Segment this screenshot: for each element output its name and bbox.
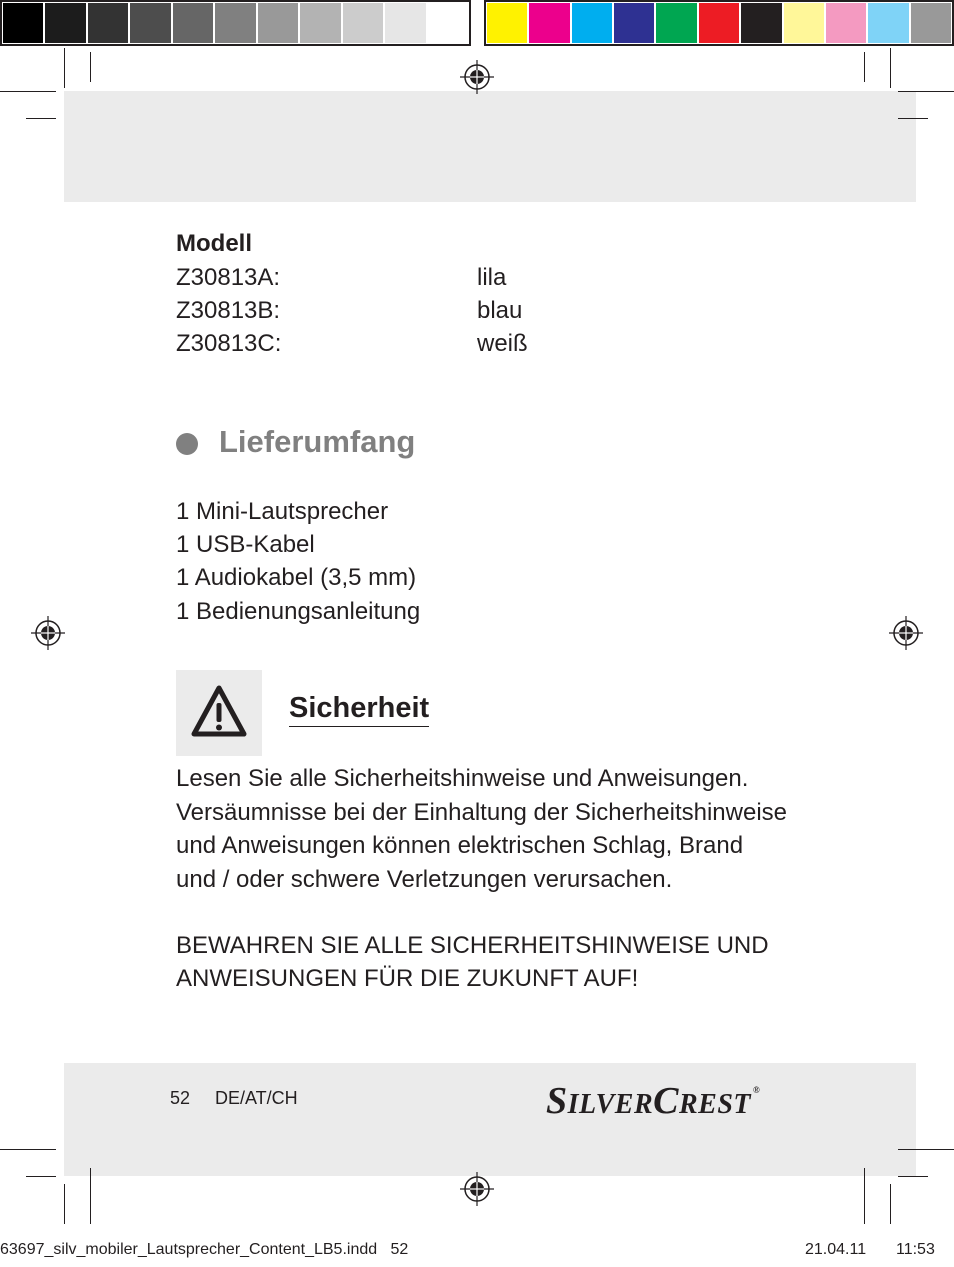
warning-box [176,670,262,756]
color-swatch [44,2,86,44]
warning-triangle-icon [176,670,262,756]
registration-mark-icon [460,1172,494,1206]
crop-mark [898,1176,928,1177]
registration-mark-icon [889,616,923,650]
color-swatch [299,2,341,44]
color-swatch [214,2,256,44]
crop-mark [90,52,91,82]
safety-title: Sicherheit [289,692,429,727]
crop-mark [864,52,865,82]
color-swatch [867,2,909,44]
process-color-bar [484,0,954,46]
color-swatch [486,2,528,44]
crop-mark [90,1168,91,1224]
safety-paragraph-line: und / oder schwere Verletzungen verursachen. [176,866,673,893]
crop-mark [898,1149,954,1150]
slug-filename: 63697_silv_mobiler_Lautsprecher_Content_LB5.indd 52 [0,1241,409,1258]
model-code: Z30813A: [176,264,281,291]
contents-title: Lieferumfang [219,424,416,459]
color-swatch [2,2,44,44]
registration-mark-icon [31,616,65,650]
color-swatch [740,2,782,44]
color-swatch [528,2,570,44]
contents-item: 1 Audiokabel (3,5 mm) [176,564,417,591]
page-number: 52 [170,1088,191,1108]
header-band [64,91,916,202]
crop-mark [890,1184,891,1224]
slug-time: 11:53 [896,1241,935,1258]
silvercrest-logo: SILVERCREST ® [546,1080,761,1122]
registration-mark-icon [460,60,494,94]
color-swatch [342,2,384,44]
color-swatch [910,2,952,44]
color-swatch [427,2,469,44]
region-label: DE/AT/CH [215,1088,298,1108]
model-color: weiß [477,330,528,357]
crop-mark [0,1149,56,1150]
model-color: blau [477,297,523,324]
safety-notice-line: ANWEISUNGEN FÜR DIE ZUKUNFT AUF! [176,965,639,992]
footer-band [64,1063,916,1176]
model-heading: Modell [176,230,252,257]
safety-notice-line: BEWAHREN SIE ALLE SICHERHEITSHINWEISE UND [176,932,769,959]
color-swatch [783,2,825,44]
slug-date: 21.04.11 [805,1241,867,1258]
section-bullet-icon [176,433,198,455]
crop-mark [26,118,56,119]
color-swatch [87,2,129,44]
color-swatch [172,2,214,44]
color-swatch [698,2,740,44]
safety-paragraph-line: Versäumnisse bei der Einhaltung der Sicherheitshinweise [176,799,788,826]
contents-item: 1 USB-Kabel [176,531,315,558]
model-color: lila [477,264,507,291]
color-swatch [571,2,613,44]
color-swatch [825,2,867,44]
color-swatch [384,2,426,44]
color-swatch [613,2,655,44]
crop-mark [64,1184,65,1224]
crop-mark [898,118,928,119]
color-swatch [257,2,299,44]
crop-mark [26,1176,56,1177]
crop-mark [890,48,891,88]
safety-paragraph-line: Lesen Sie alle Sicherheitshinweise und Anweisungen. [176,765,749,792]
model-code: Z30813B: [176,297,281,324]
contents-item: 1 Mini-Lautsprecher [176,498,389,525]
crop-mark [898,91,954,92]
safety-paragraph-line: und Anweisungen können elektrischen Schlag, Brand [176,832,744,859]
crop-mark [64,48,65,88]
contents-item: 1 Bedienungsanleitung [176,598,421,625]
crop-mark [0,91,56,92]
crop-mark [864,1168,865,1224]
color-swatch [655,2,697,44]
color-swatch [129,2,171,44]
grayscale-color-bar [0,0,471,46]
model-code: Z30813C: [176,330,282,357]
